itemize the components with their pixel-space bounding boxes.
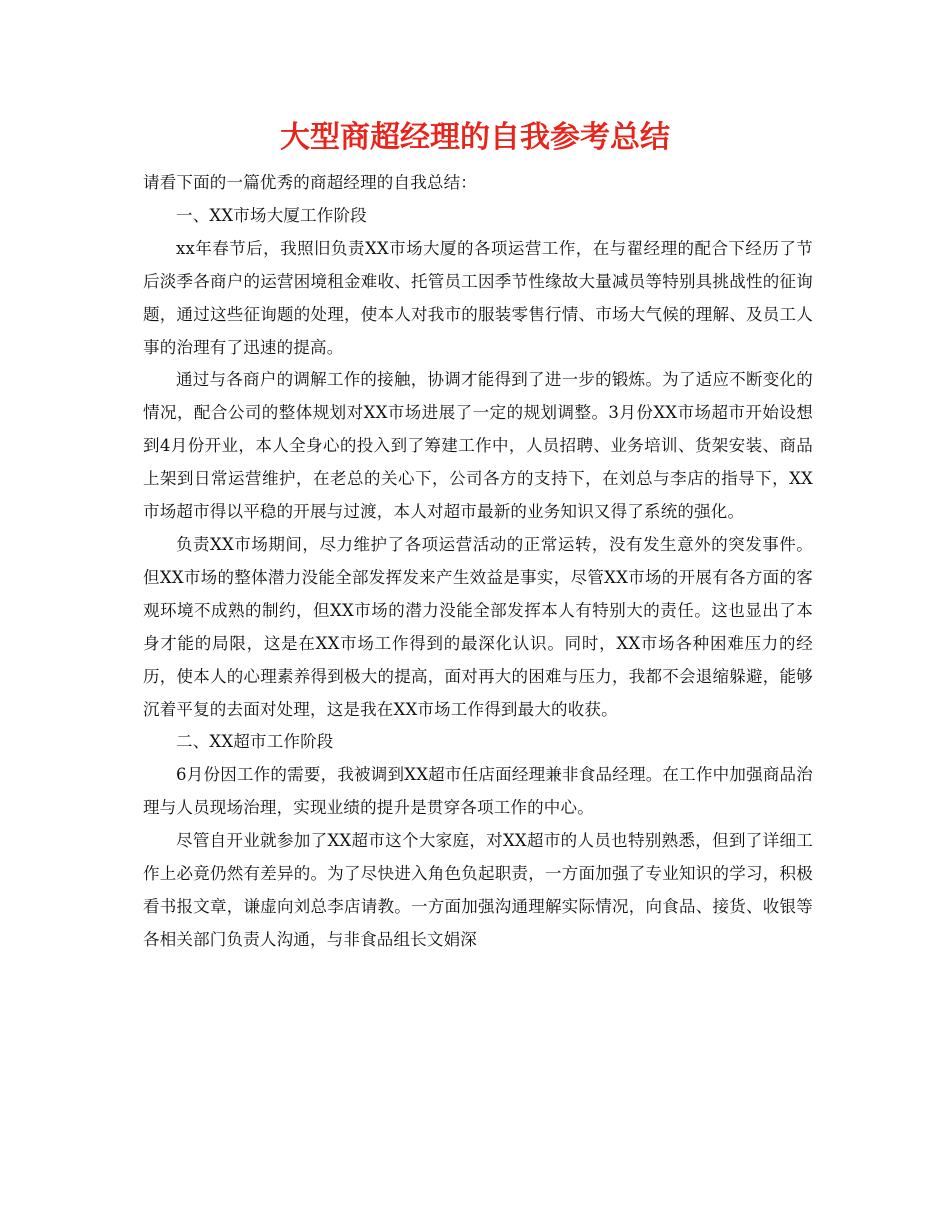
paragraph: xx年春节后，我照旧负责XX市场大厦的各项运营工作，在与翟经理的配合下经历了节后淡季各商户的运营困境租金难收、托管员工因季节性缘故大量减员等特别具挑战性的征询题，通过这些征询题的处理，使本人对我市的服装零售行情、市场大气候的理解、及员工人事的治理有了迅速的提高。: [143, 238, 813, 357]
section-heading-2: 二、XX超市工作阶段: [176, 732, 334, 752]
document-title: 大型商超经理的自我参考总结: [280, 120, 670, 155]
paragraph: 尽管自开业就参加了XX超市这个大家庭，对XX超市的人员也特别熟悉，但到了详细工作上必竟仍然有差异的。为了尽快进入角色负起职责，一方面加强了专业知识的学习，积极看书报文章，谦虚向刘总李店请教。一方面加强沟通理解实际情况，向食品、接货、收银等各相关部门负责人沟通，与非食品组长文娟深: [143, 831, 813, 949]
paragraph: 6月份因工作的需要，我被调到XX超市任店面经理兼非食品经理。在工作中加强商品治理与人员现场治理，实现业绩的提升是贯穿各项工作的中心。: [143, 765, 813, 818]
paragraph: 负责XX市场期间，尽力维护了各项运营活动的正常运转，没有发生意外的突发事件。但XX市场的整体潜力没能全部发挥发来产生效益是事实，尽管XX市场的开展有各方面的客观环境不成熟的制约，但XX市场的潜力没能全部发挥本人有特别大的责任。这也显出了本身才能的局限，这是在XX市场工作得到的最深化认识。同时，XX市场各种困难压力的经历，使本人的心理素养得到极大的提高，面对再大的困难与压力，我都不会退缩躲避，能够沉着平复的去面对处理，这是我在XX市场工作得到最大的收获。: [143, 534, 813, 719]
paragraph: 通过与各商户的调解工作的接触，协调才能得到了进一步的锻炼。为了适应不断变化的情况，配合公司的整体规划对XX市场进展了一定的规划调整。3月份XX市场超市开始设想到4月份开业，本人全身心的投入到了筹建工作中，人员招聘、业务培训、货架安装、商品上架到日常运营维护，在老总的关心下，公司各方的支持下，在刘总与李店的指导下，XX市场超市得以平稳的开展与过渡，本人对超市最新的业务知识又得了系统的强化。: [143, 370, 813, 522]
section-heading-1: 一、XX市场大厦工作阶段: [176, 205, 367, 225]
document-body: [143, 167, 813, 957]
paragraph-intro: 请看下面的一篇优秀的商超经理的自我总结：: [143, 173, 477, 192]
